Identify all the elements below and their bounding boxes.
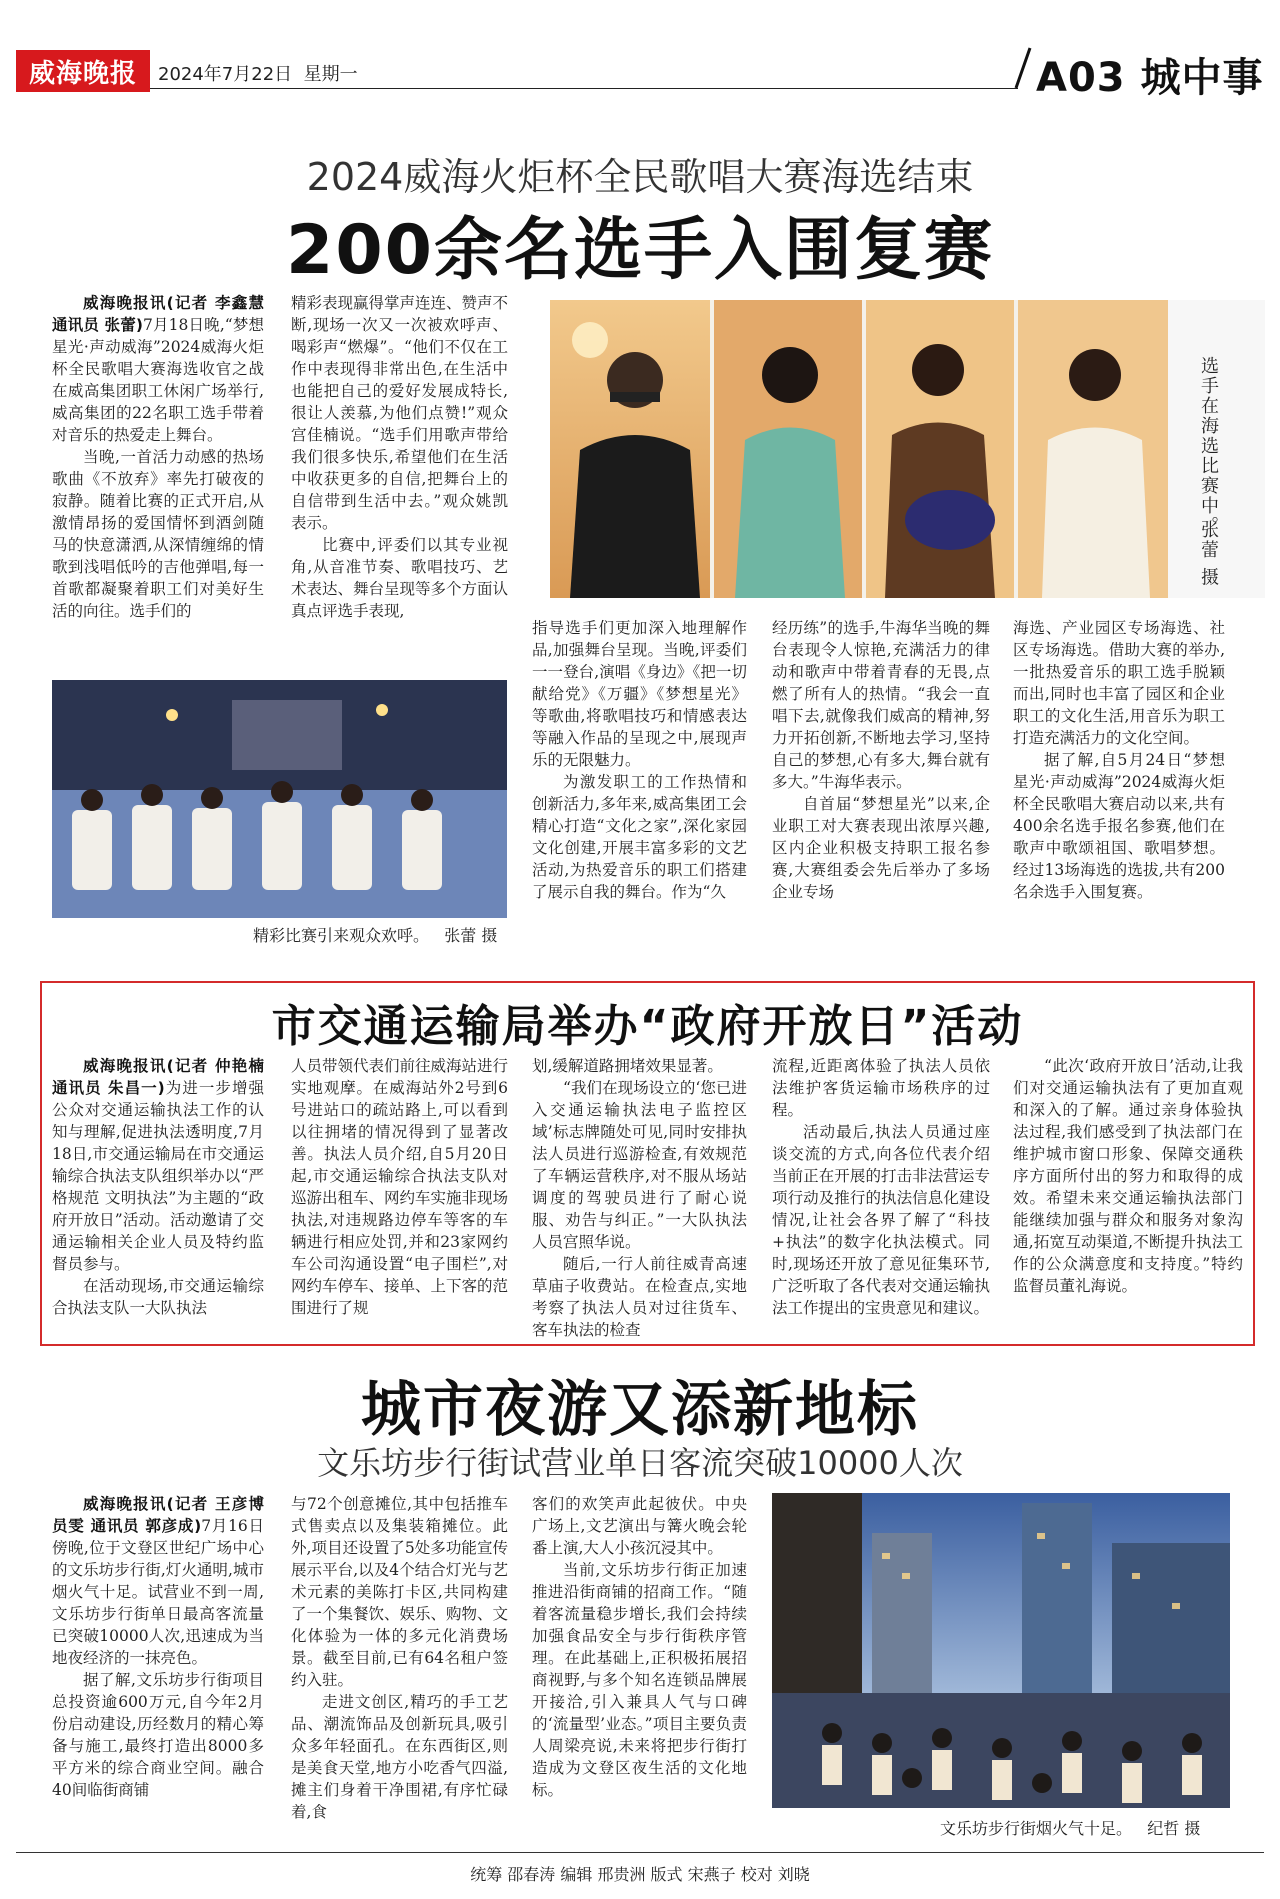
- article2-col1-p2: 在活动现场,市交通运输综合执法支队一大队执法: [52, 1277, 264, 1317]
- article1-col4-text: 经历练”的选手,牛海华当晚的舞台表现令人惊艳,充满活力的律动和歌声中带着青春的无畏,点燃了所有人的热情。“我会一直唱下去,就像我们威高的精神,努力开拓创新,不断地去学习,坚持自己的梦想,心有多大,舞台就有多大。”牛海华表示。: [772, 619, 990, 791]
- article2-col4-p2: 活动最后,执法人员通过座谈交流的方式,向各位代表介绍当前正在开展的打击非法营运专项行动及推行的执法信息化建设情况,让社会各界了解了“科技+执法”的数字化执法模式。同时,现场还开放了意见征集环节,广泛听取了各代表对交通运输执法工作提出的宝贵意见和建议。: [772, 1123, 990, 1317]
- article1-col2-p2: 比赛中,评委们以其专业视角,从音准节奏、歌唱技巧、艺术表达、舞台呈现等多个方面认真点评选手表现,: [291, 536, 508, 620]
- masthead-rule: [150, 88, 1018, 89]
- article2-column-5: [1013, 1055, 1243, 1337]
- weekday-text: 星期一: [303, 64, 358, 85]
- section-name: 城中事: [1140, 55, 1264, 101]
- article2-byline: 威海晚报讯(记者 仲艳楠 通讯员 朱昌一): [52, 1057, 264, 1097]
- article1-headline: 200余名选手入围复赛: [286, 211, 994, 290]
- article1-col1-p2: 当晚,一首活力动感的热场歌曲《不放弃》率先打破夜的寂静。随着比赛的正式开启,从激情昂扬的爱国情怀到酒剑随马的快意潇洒,从深情缠绵的情歌到浅唱低吟的吉他弹唱,每一首歌都凝聚着职工们对美好生活的向往。选手们的: [52, 448, 264, 620]
- singers-photo-credit: 张蕾 摄: [1198, 520, 1219, 588]
- article1-column-1: [52, 292, 264, 670]
- article3-col3-p2: 当前,文乐坊步行街正加速推进沿街商铺的招商工作。“随着客流量稳步增长,我们会持续加强食品安全与步行街秩序管理。在此基础上,正积极拓展招商视野,与多个知名连锁品牌展开接洽,引入兼具人气与口碑的‘流量型’业态。”项目主要负责人周梁亮说,未来将把步行街打造成为文登区夜生活的文化地标。: [532, 1561, 747, 1799]
- article2-column-3: [532, 1055, 747, 1337]
- article3-column-1: [52, 1493, 264, 1843]
- article3-col1-p2: 据了解,文乐坊步行街项目总投资逾600万元,自今年2月份启动建设,历经数月的精心筹备与施工,最终打造出8000多平方米的综合商业空间。融合40间临街商铺: [52, 1671, 264, 1799]
- article3-column-3: [532, 1493, 747, 1843]
- article3-byline: 威海晚报讯(记者 王彦博 员雯 通讯员 郭彦成): [52, 1495, 264, 1535]
- article2-col3-p2: “我们在现场设立的‘您已进入交通运输执法电子监控区域’标志牌随处可见,同时安排执法人员进行巡游检查,有效规范了车辆运营秩序,对不服从场站调度的驾驶员进行了耐心说服、劝告与纠正。”一大队执法人员宫照华说。: [532, 1079, 747, 1251]
- article2-column-1: [52, 1055, 264, 1337]
- article1-col3-p2: 为激发职工的工作热情和创新活力,多年来,威高集团工会精心打造“文化之家”,深化家园文化创建,开展丰富多彩的文艺活动,为热爱音乐的职工们搭建了展示自我的舞台。作为“久: [532, 773, 747, 901]
- article3-col2-text: 与72个创意摊位,其中包括推车式售卖点以及集装箱摊位。此外,项目还设置了5处多功能宣传展示平台,以及4个结合灯光与艺术元素的美陈打卡区,共同构建了一个集餐饮、娱乐、购物、文化体验为一体的多元化消费场景。截至目前,已有64名租户签约入驻。: [291, 1495, 508, 1689]
- singers-photo: [550, 300, 1265, 598]
- article1-col5-text: 海选、产业园区专场海选、社区专场海选。借助大赛的举办,一批热爱音乐的职工选手脱颖而出,同时也丰富了园区和企业职工的文化生活,用音乐为职工打造充满活力的文化空间。: [1013, 619, 1225, 747]
- article2-column-2: [291, 1055, 508, 1337]
- article3-subhead: 文乐坊步行街试营业单日客流突破10000人次: [317, 1444, 963, 1482]
- newspaper-logo: [16, 50, 150, 92]
- street-photo: [772, 1493, 1230, 1808]
- singers-photo-illustration: [550, 300, 1265, 598]
- street-photo-caption: [940, 1816, 1200, 1839]
- crowd-photo-illustration: [52, 680, 507, 918]
- article1-col4-p2: 自首届“梦想星光”以来,企业职工对大赛表现出浓厚兴趣,区内企业积极支持职工报名参赛,大赛组委会先后举办了多场企业专场: [772, 795, 990, 901]
- article2-col3-p3: 随后,一行人前往威青高速草庙子收费站。在检查点,实地考察了执法人员对过往货车、客车执法的检查: [532, 1255, 747, 1337]
- crowd-caption-text: 精彩比赛引来观众欢呼。: [253, 926, 430, 945]
- page-section: [1036, 46, 1264, 103]
- street-photo-illustration: [772, 1493, 1230, 1808]
- street-caption-text: 文乐坊步行街烟火气十足。: [940, 1819, 1133, 1838]
- article1-column-3: [532, 617, 747, 953]
- article1-byline: 威海晚报讯(记者 李鑫慧 通讯员 张蕾): [52, 294, 264, 334]
- article1-col3-text: 指导选手们更加深入地理解作品,加强舞台呈现。当晚,评委们一一登台,演唱《身边》《把一切献给党》《万疆》《梦想星光》等歌曲,将歌唱技巧和情感表达等融入作品的呈现之中,展现声乐的无限魅力。: [532, 619, 747, 769]
- street-credit-text: 纪哲 摄: [1147, 1819, 1201, 1838]
- crowd-photo-caption: [253, 923, 497, 946]
- article3-column-2: [291, 1493, 508, 1843]
- date-text: 2024年7月22日: [158, 64, 293, 85]
- page-number: A03: [1036, 55, 1126, 101]
- article3-col2-p2: 走进文创区,精巧的手工艺品、潮流饰品及创新玩具,吸引众多年轻面孔。在东西街区,则是美食天堂,地方小吃香气四溢,摊主们身着干净围裙,有序忙碌着,食: [291, 1693, 508, 1821]
- article1-column-2: [291, 292, 508, 670]
- editorial-credits: 统筹 邵春涛 编辑 邢贵洲 版式 宋燕子 校对 刘晓: [470, 1865, 810, 1884]
- article2-column-4: [772, 1055, 990, 1337]
- article3-col1-text: 7月16日傍晚,位于文登区世纪广场中心的文乐坊步行街,灯火通明,城市烟火气十足。试营业不到一周,文乐坊步行街单日最高客流量已突破10000人次,迅速成为当地夜经济的一抹亮色。: [52, 1517, 264, 1667]
- article1-column-4: [772, 617, 990, 953]
- article1-col5-p2: 据了解,自5月24日“梦想星光·声动威海”2024威海火炬杯全民歌唱大赛启动以来,共有400余名选手报名参赛,他们在歌声中歌颂祖国、歌唱梦想。经过13场海选的选拔,共有200名余选手入围复赛。: [1013, 751, 1225, 901]
- article2-col1-text: 为进一步增强公众对交通运输执法工作的认知与理解,促进执法透明度,7月18日,市交通运输局在市交通运输综合执法支队组织举办以“严格规范 文明执法”为主题的“政府开放日”活动。活动邀请了交通运输相关企业人员及特约监督员参与。: [52, 1079, 264, 1273]
- article1-col1-text: 7月18日晚,“梦想星光·声动威海”2024威海火炬杯全民歌唱大赛海选收官之战在威高集团职工休闲广场举行,威高集团的22名职工选手带着对音乐的热爱走上舞台。: [52, 316, 264, 444]
- issue-date: [158, 60, 358, 86]
- article1-col2-text: 精彩表现赢得掌声连连、赞声不断,现场一次又一次被欢呼声、喝彩声“燃爆”。“他们不仅在工作中表现得非常出色,在生活中也能把自己的爱好发展成特长,很让人羡慕,为他们点赞!”观众宫佳楠说。“选手们用歌声带给我们很多快乐,希望他们在生活中收获更多的自信,把舞台上的自信带到生活中去。”观众姚凯表示。: [291, 294, 508, 532]
- article3-col3-text: 客们的欢笑声此起彼伏。中央广场上,文艺演出与篝火晚会轮番上演,大人小孩沉浸其中。: [532, 1495, 747, 1557]
- article2-col2-text: 人员带领代表们前往威海站进行实地观摩。在威海站外2号到6号进站口的疏站路上,可以看到以往拥堵的情况得到了显著改善。执法人员介绍,自5月20日起,市交通运输综合执法支队对巡游出租车、网约车实施非现场执法,对违规路边停车等客的车辆进行相应处罚,并和23家网约车公司沟通设置“电子围栏”,对网约车停车、接单、上下客的范围进行了规: [291, 1057, 508, 1317]
- article2-col4-text: 流程,近距离体验了执法人员依法维护客货运输市场秩序的过程。: [772, 1057, 990, 1119]
- singers-caption-text: 选手在海选比赛中。: [1198, 356, 1219, 536]
- crowd-credit-text: 张蕾 摄: [444, 926, 498, 945]
- article2-col5-text: “此次‘政府开放日’活动,让我们对交通运输执法有了更加直观和深入的了解。通过亲身体验执法过程,我们感受到了执法部门在维护城市窗口形象、保障交通秩序方面所付出的努力和取得的成效。希望未来交通运输执法部门能继续加强与群众和服务对象沟通,拓宽互动渠道,不断提升执法工作的公众满意度和支持度。”特约监督员董礼海说。: [1013, 1057, 1243, 1295]
- footer-rule: [16, 1852, 1264, 1853]
- section-slash-icon: [1013, 46, 1033, 90]
- article2-headline: 市交通运输局举办“政府开放日”活动: [271, 1001, 1024, 1052]
- article3-headline: 城市夜游又添新地标: [361, 1375, 919, 1445]
- article2-col3-text: 划,缓解道路拥堵效果显著。: [532, 1057, 723, 1075]
- crowd-photo: [52, 680, 507, 918]
- article1-kicker: 2024威海火炬杯全民歌唱大赛海选结束: [306, 155, 974, 199]
- article1-column-5: [1013, 617, 1225, 953]
- logo-text: 威海晚报: [28, 58, 137, 89]
